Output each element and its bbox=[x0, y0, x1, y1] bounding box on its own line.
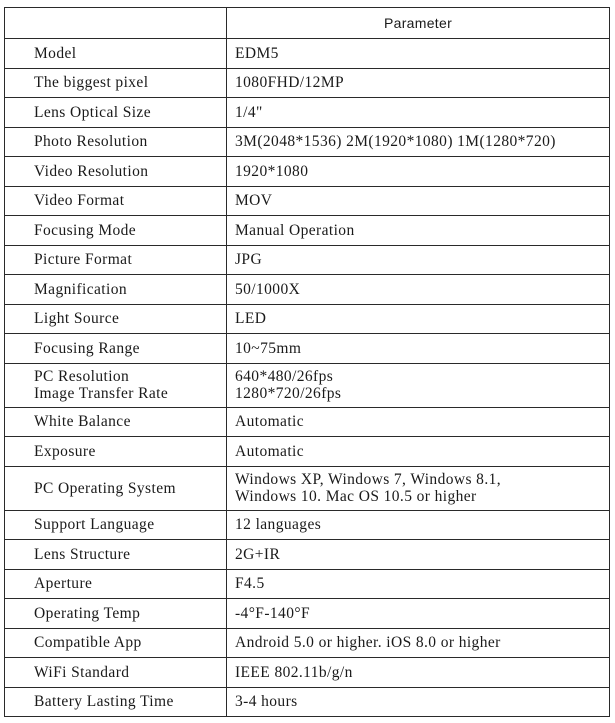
spec-table bbox=[4, 7, 610, 717]
param-name: Exposure bbox=[5, 437, 227, 467]
param-name-line: PC Resolution bbox=[34, 368, 130, 385]
param-value: 3M(2048*1536) 2M(1920*1080) 1M(1280*720) bbox=[227, 127, 610, 157]
param-name: Magnification bbox=[5, 275, 227, 305]
table-row bbox=[5, 68, 610, 98]
param-name: Light Source bbox=[5, 304, 227, 334]
table-row bbox=[5, 437, 610, 467]
table-header-row bbox=[5, 8, 610, 39]
table-row bbox=[5, 628, 610, 658]
table-row bbox=[5, 245, 610, 275]
table-row bbox=[5, 98, 610, 128]
param-name: Photo Resolution bbox=[5, 127, 227, 157]
table-row bbox=[5, 466, 610, 510]
param-name: Lens Structure bbox=[5, 540, 227, 570]
table-row bbox=[5, 658, 610, 688]
param-value-line: Windows 10. Mac OS 10.5 or higher bbox=[235, 488, 477, 505]
param-name: Focusing Mode bbox=[5, 216, 227, 246]
param-value: MOV bbox=[227, 186, 610, 216]
param-value: 12 languages bbox=[227, 510, 610, 540]
param-value bbox=[227, 466, 610, 510]
param-name: White Balance bbox=[5, 407, 227, 437]
param-name bbox=[5, 363, 227, 407]
param-value: JPG bbox=[227, 245, 610, 275]
param-value: -4°F-140°F bbox=[227, 599, 610, 629]
param-value-line: 640*480/26fps bbox=[235, 368, 334, 385]
param-value: 2G+IR bbox=[227, 540, 610, 570]
param-name: Aperture bbox=[5, 569, 227, 599]
param-name: Picture Format bbox=[5, 245, 227, 275]
table-row bbox=[5, 304, 610, 334]
table-row bbox=[5, 363, 610, 407]
param-name: Support Language bbox=[5, 510, 227, 540]
table-row bbox=[5, 127, 610, 157]
param-value: LED bbox=[227, 304, 610, 334]
table-row bbox=[5, 186, 610, 216]
table-row bbox=[5, 39, 610, 69]
param-value: 10~75mm bbox=[227, 334, 610, 364]
param-name: Video Format bbox=[5, 186, 227, 216]
table-row bbox=[5, 599, 610, 629]
param-name: PC Operating System bbox=[5, 466, 227, 510]
param-column-header bbox=[5, 8, 227, 39]
param-value: IEEE 802.11b/g/n bbox=[227, 658, 610, 688]
param-name: Lens Optical Size bbox=[5, 98, 227, 128]
param-value: 1/4" bbox=[227, 98, 610, 128]
param-value: EDM5 bbox=[227, 39, 610, 69]
param-name: Model bbox=[5, 39, 227, 69]
table-row bbox=[5, 334, 610, 364]
param-value: Manual Operation bbox=[227, 216, 610, 246]
table-row bbox=[5, 687, 610, 717]
param-name: WiFi Standard bbox=[5, 658, 227, 688]
table-row bbox=[5, 540, 610, 570]
param-value: 3-4 hours bbox=[227, 687, 610, 717]
param-value bbox=[227, 363, 610, 407]
param-name: The biggest pixel bbox=[5, 68, 227, 98]
table-row bbox=[5, 216, 610, 246]
table-row bbox=[5, 569, 610, 599]
param-name: Battery Lasting Time bbox=[5, 687, 227, 717]
param-name-line: Image Transfer Rate bbox=[34, 385, 169, 402]
param-value: 50/1000X bbox=[227, 275, 610, 305]
table-row bbox=[5, 407, 610, 437]
param-name: Focusing Range bbox=[5, 334, 227, 364]
param-name: Video Resolution bbox=[5, 157, 227, 187]
table-row bbox=[5, 510, 610, 540]
table-row bbox=[5, 275, 610, 305]
param-value: Automatic bbox=[227, 437, 610, 467]
param-value: Automatic bbox=[227, 407, 610, 437]
param-value-line: 1280*720/26fps bbox=[235, 385, 342, 402]
param-value-line: Windows XP, Windows 7, Windows 8.1, bbox=[235, 471, 502, 488]
param-value: 1080FHD/12MP bbox=[227, 68, 610, 98]
param-value: Android 5.0 or higher. iOS 8.0 or higher bbox=[227, 628, 610, 658]
param-value: 1920*1080 bbox=[227, 157, 610, 187]
param-name: Operating Temp bbox=[5, 599, 227, 629]
value-column-header: Parameter bbox=[227, 8, 610, 39]
param-name: Compatible App bbox=[5, 628, 227, 658]
param-value: F4.5 bbox=[227, 569, 610, 599]
table-row bbox=[5, 157, 610, 187]
